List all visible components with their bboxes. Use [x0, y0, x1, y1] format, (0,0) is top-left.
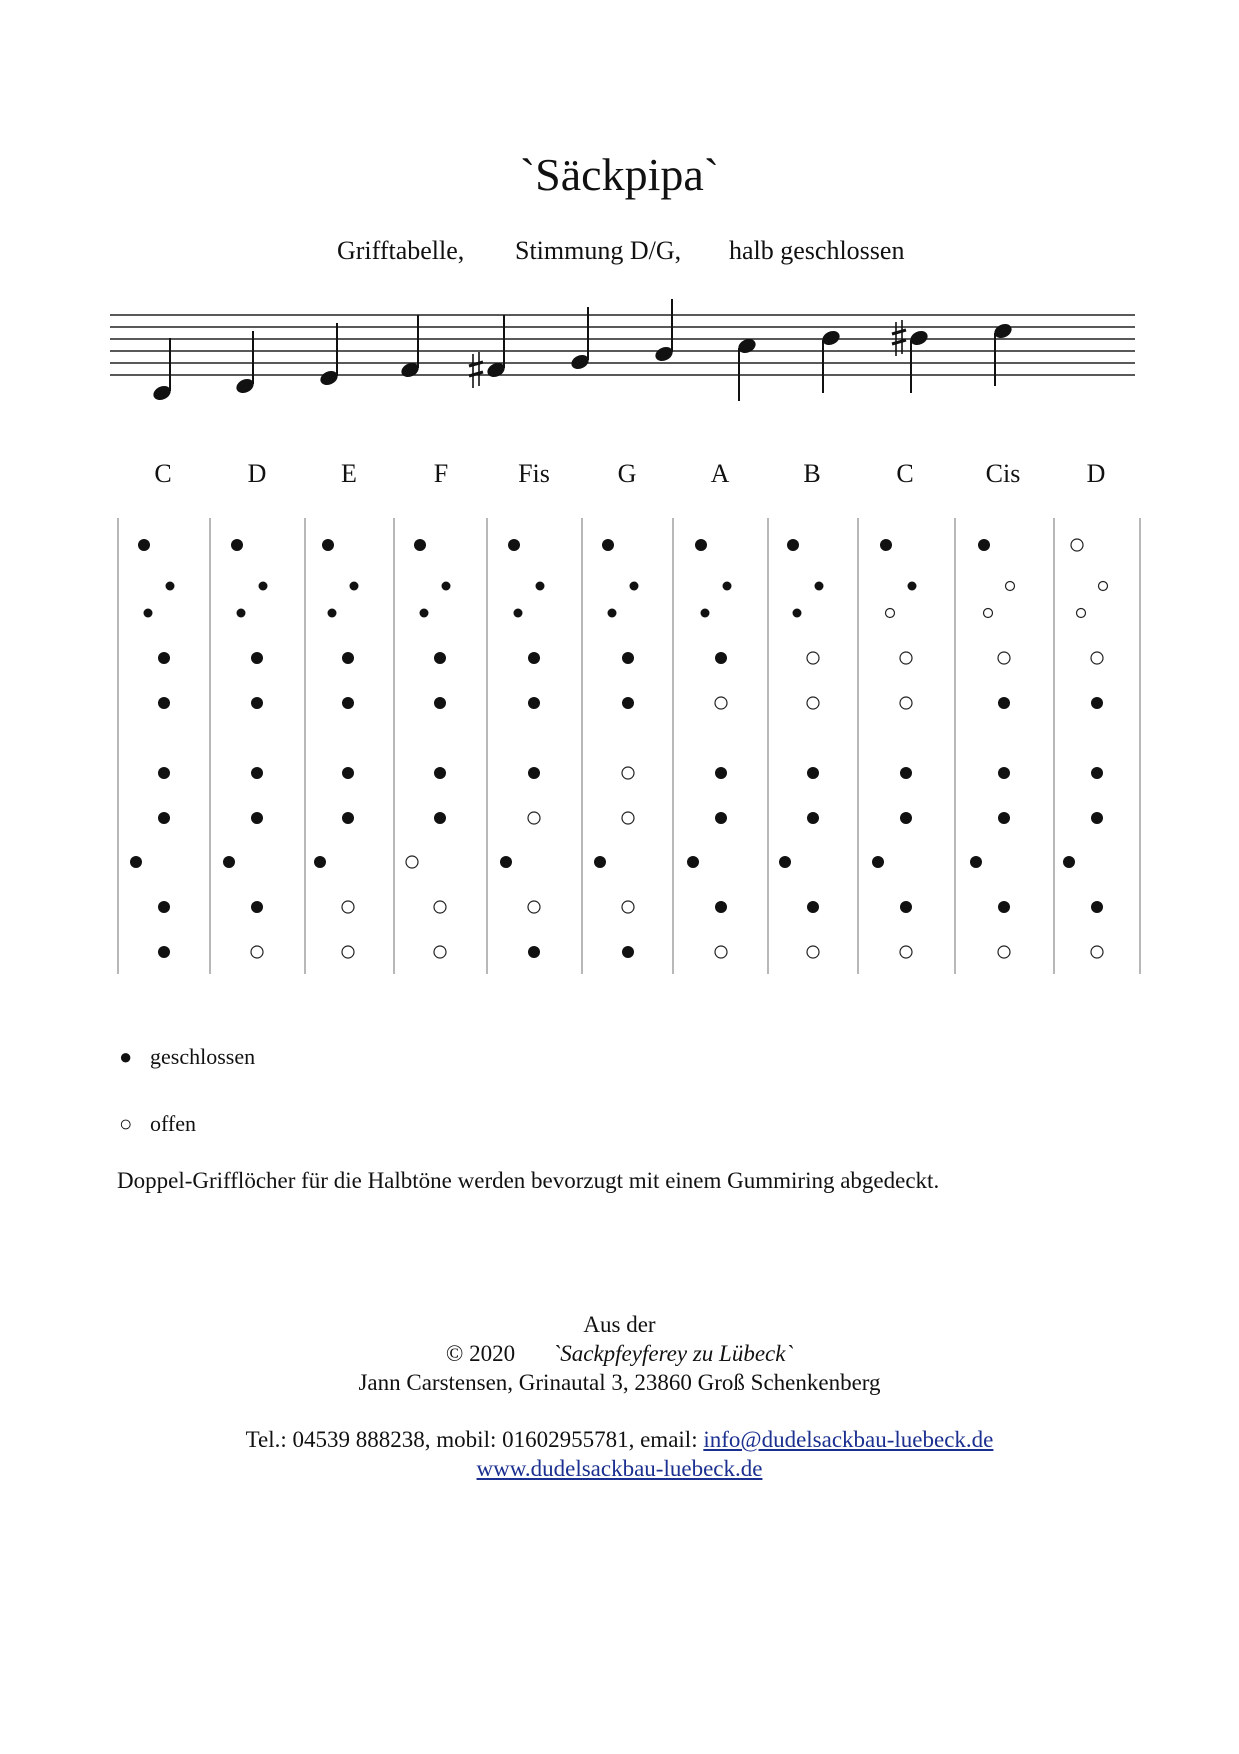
open-hole-r8-c4: [406, 856, 418, 868]
closed-hole-r2-c9: [908, 582, 917, 591]
closed-label: geschlossen: [150, 1044, 256, 1069]
closed-hole-r5-c2: [251, 697, 263, 709]
closed-hole-r2-c7: [723, 582, 732, 591]
closed-hole-r3-c2: [237, 609, 246, 618]
staff-note-11: [992, 321, 1014, 386]
note-name-7: A: [710, 459, 730, 488]
open-hole-r5-c9: [900, 697, 912, 709]
closed-hole-r3-c5: [514, 609, 523, 618]
footer-website-line: [0, 1456, 1239, 1482]
closed-hole-r1-c6: [602, 539, 614, 551]
closed-hole-r2-c1: [166, 582, 175, 591]
footer-contact: [0, 1427, 1239, 1453]
closed-hole-r6-c5: [528, 767, 540, 779]
closed-hole-r9-c7: [715, 901, 727, 913]
workshop-name: `Sackpfeyferey zu Lübeck`: [552, 1341, 794, 1366]
subtitle-mode: halb geschlossen: [729, 236, 905, 265]
closed-hole-r7-c2: [251, 812, 263, 824]
staff-note-10: [892, 320, 930, 393]
closed-hole-r6-c3: [342, 767, 354, 779]
open-hole-symbol: ○: [119, 1111, 133, 1136]
open-hole-r2-c11: [1099, 582, 1108, 591]
closed-hole-r5-c4: [434, 697, 446, 709]
staff-note-7: [653, 299, 675, 364]
closed-hole-r4-c6: [622, 652, 634, 664]
sharp-sign: [469, 352, 483, 388]
closed-hole-r5-c5: [528, 697, 540, 709]
note-name-1: C: [154, 459, 172, 488]
closed-hole-r4-c2: [251, 652, 263, 664]
closed-hole-r1-c2: [231, 539, 243, 551]
open-hole-r5-c7: [715, 697, 727, 709]
closed-hole-r8-c10: [970, 856, 982, 868]
staff-note-4: [399, 315, 421, 380]
open-label: offen: [150, 1111, 197, 1136]
closed-hole-r9-c11: [1091, 901, 1103, 913]
chart-dividers: [118, 518, 1140, 974]
closed-hole-r8-c5: [500, 856, 512, 868]
open-hole-r6-c6: [622, 767, 634, 779]
closed-hole-r2-c5: [536, 582, 545, 591]
open-hole-r9-c4: [434, 901, 446, 913]
footer-address: Jann Carstensen, Grinautal 3, 23860 Groß Schenkenberg: [358, 1370, 881, 1395]
closed-hole-r8-c7: [687, 856, 699, 868]
closed-hole-r3-c8: [793, 609, 802, 618]
note-name-8: B: [803, 459, 821, 488]
closed-hole-r2-c4: [442, 582, 451, 591]
open-hole-r3-c9: [886, 609, 895, 618]
closed-hole-r3-c3: [328, 609, 337, 618]
open-hole-r2-c10: [1006, 582, 1015, 591]
note-name-2: D: [247, 459, 267, 488]
copyright: © 2020: [445, 1341, 516, 1366]
closed-hole-r1-c3: [322, 539, 334, 551]
open-hole-r10-c4: [434, 946, 446, 958]
open-hole-r4-c9: [900, 652, 912, 664]
closed-hole-r9-c8: [807, 901, 819, 913]
note-name-10: Cis: [985, 459, 1021, 488]
note-name-6: G: [617, 459, 637, 488]
closed-hole-r1-c10: [978, 539, 990, 551]
closed-hole-r9-c9: [900, 901, 912, 913]
closed-hole-r7-c4: [434, 812, 446, 824]
closed-hole-r2-c2: [259, 582, 268, 591]
staff-lines: [110, 315, 1135, 375]
open-hole-r7-c5: [528, 812, 540, 824]
closed-hole-r6-c2: [251, 767, 263, 779]
closed-hole-r4-c4: [434, 652, 446, 664]
closed-hole-r8-c9: [872, 856, 884, 868]
open-hole-r7-c6: [622, 812, 634, 824]
closed-hole-symbol: ●: [119, 1044, 133, 1069]
open-hole-r4-c8: [807, 652, 819, 664]
open-hole-r9-c5: [528, 901, 540, 913]
open-hole-r3-c11: [1077, 609, 1086, 618]
closed-hole-r4-c3: [342, 652, 354, 664]
closed-hole-r8-c11: [1063, 856, 1075, 868]
closed-hole-r6-c10: [998, 767, 1010, 779]
subtitle-chart: Grifftabelle,: [337, 236, 465, 265]
closed-hole-r7-c11: [1091, 812, 1103, 824]
staff-note-3: [318, 323, 340, 388]
footer-copyright-line: [0, 1341, 1239, 1367]
contact-info: Tel.: 04539 888238, mobil: 01602955781, email:: [245, 1427, 704, 1452]
closed-hole-r8-c2: [223, 856, 235, 868]
closed-hole-r2-c3: [350, 582, 359, 591]
closed-hole-r2-c6: [630, 582, 639, 591]
closed-hole-r4-c1: [158, 652, 170, 664]
note-text: Doppel-Grifflöcher für die Halbtöne werden bevorzugt mit einem Gummiring abgedeckt.: [117, 1168, 940, 1193]
open-hole-r3-c10: [984, 609, 993, 618]
open-hole-r4-c11: [1091, 652, 1103, 664]
staff-note-1: [151, 338, 173, 403]
closed-hole-r4-c5: [528, 652, 540, 664]
website-link[interactable]: www.dudelsackbau-luebeck.de: [476, 1456, 763, 1481]
closed-hole-r1-c9: [880, 539, 892, 551]
closed-hole-r8-c3: [314, 856, 326, 868]
open-hole-r10-c10: [998, 946, 1010, 958]
email-link[interactable]: info@dudelsackbau-luebeck.de: [703, 1427, 994, 1452]
note-name-11: D: [1086, 459, 1106, 488]
closed-hole-r7-c10: [998, 812, 1010, 824]
closed-hole-r5-c3: [342, 697, 354, 709]
closed-hole-r6-c4: [434, 767, 446, 779]
open-hole-r10-c3: [342, 946, 354, 958]
closed-hole-r8-c1: [130, 856, 142, 868]
closed-hole-r1-c7: [695, 539, 707, 551]
music-staff: [110, 280, 1140, 410]
closed-hole-r3-c4: [420, 609, 429, 618]
closed-hole-r5-c1: [158, 697, 170, 709]
chart-holes: [130, 539, 1108, 958]
staff-note-8: [736, 336, 758, 401]
closed-hole-r9-c1: [158, 901, 170, 913]
open-hole-r5-c8: [807, 697, 819, 709]
closed-hole-r5-c6: [622, 697, 634, 709]
closed-hole-r1-c4: [414, 539, 426, 551]
open-hole-r10-c2: [251, 946, 263, 958]
closed-hole-r1-c8: [787, 539, 799, 551]
open-hole-r1-c11: [1071, 539, 1083, 551]
fingering-chart: [116, 518, 1146, 978]
closed-hole-r7-c7: [715, 812, 727, 824]
open-hole-r9-c6: [622, 901, 634, 913]
open-hole-r10-c11: [1091, 946, 1103, 958]
open-hole-r4-c10: [998, 652, 1010, 664]
subtitle-tuning: Stimmung D/G,: [515, 236, 682, 265]
closed-hole-r2-c8: [815, 582, 824, 591]
closed-hole-r8-c6: [594, 856, 606, 868]
footer-intro: Aus der: [583, 1312, 656, 1337]
note-name-9: C: [896, 459, 914, 488]
closed-hole-r10-c6: [622, 946, 634, 958]
closed-hole-r3-c7: [701, 609, 710, 618]
closed-hole-r4-c7: [715, 652, 727, 664]
note-name-3: E: [341, 459, 357, 488]
note-name-5: Fis: [518, 459, 550, 488]
closed-hole-r7-c9: [900, 812, 912, 824]
staff-note-9: [820, 328, 842, 393]
closed-hole-r6-c9: [900, 767, 912, 779]
closed-hole-r5-c10: [998, 697, 1010, 709]
open-hole-r10-c9: [900, 946, 912, 958]
closed-hole-r7-c1: [158, 812, 170, 824]
closed-hole-r6-c8: [807, 767, 819, 779]
closed-hole-r6-c11: [1091, 767, 1103, 779]
closed-hole-r10-c1: [158, 946, 170, 958]
closed-hole-r1-c5: [508, 539, 520, 551]
closed-hole-r6-c7: [715, 767, 727, 779]
closed-hole-r3-c6: [608, 609, 617, 618]
closed-hole-r1-c1: [138, 539, 150, 551]
closed-hole-r3-c1: [144, 609, 153, 618]
closed-hole-r10-c5: [528, 946, 540, 958]
page-title: `Säckpipa`: [519, 149, 720, 200]
closed-hole-r7-c8: [807, 812, 819, 824]
open-hole-r9-c3: [342, 901, 354, 913]
open-hole-r10-c8: [807, 946, 819, 958]
note-name-4: F: [433, 459, 449, 488]
closed-hole-r6-c1: [158, 767, 170, 779]
closed-hole-r8-c8: [779, 856, 791, 868]
closed-hole-r9-c10: [998, 901, 1010, 913]
open-hole-r10-c7: [715, 946, 727, 958]
closed-hole-r5-c11: [1091, 697, 1103, 709]
closed-hole-r9-c2: [251, 901, 263, 913]
closed-hole-r7-c3: [342, 812, 354, 824]
